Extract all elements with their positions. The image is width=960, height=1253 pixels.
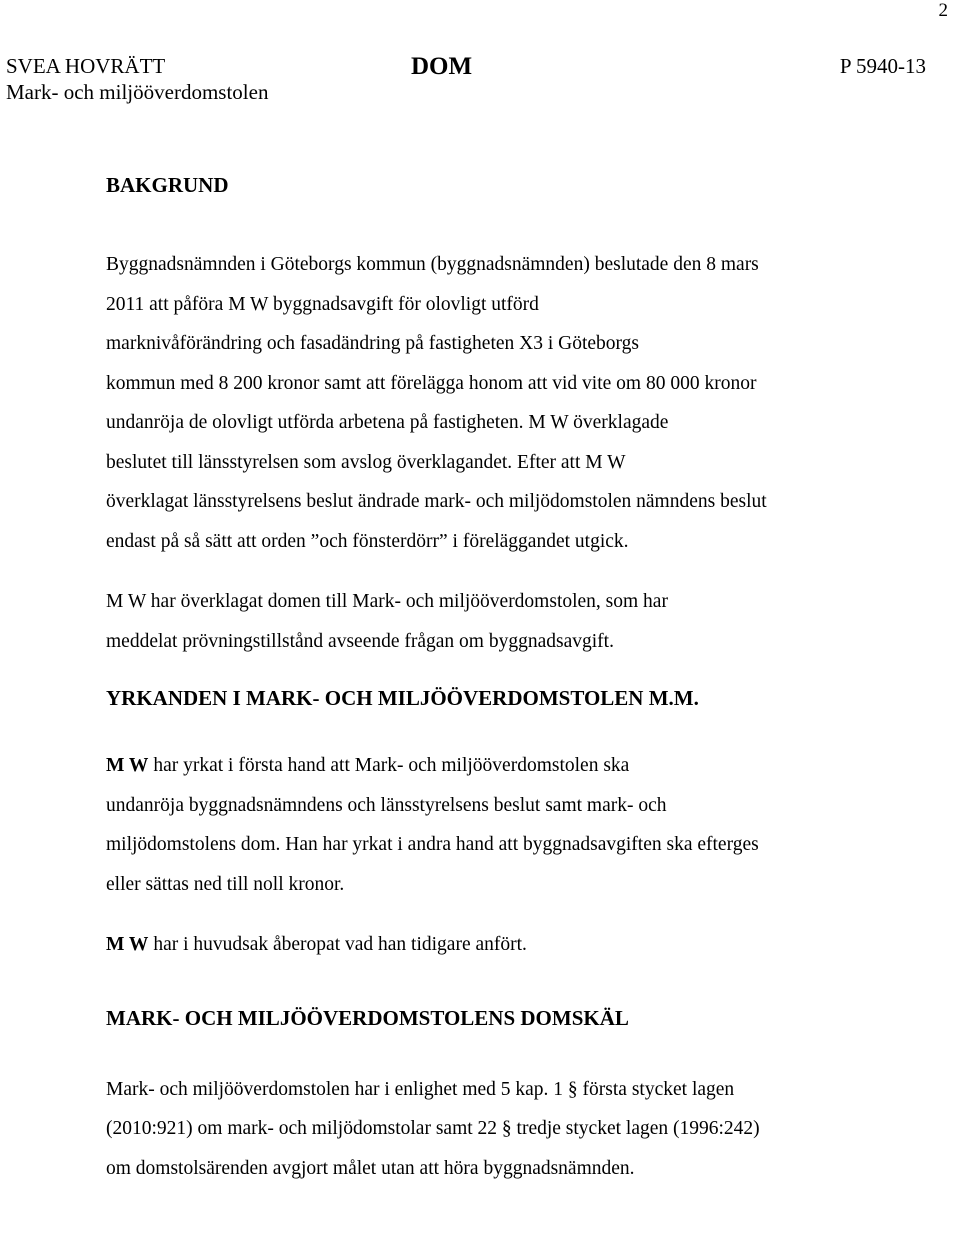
case-number: P 5940-13 [839,54,926,78]
text-line: undanröja byggnadsnämndens och länsstyrelsens beslut samt mark- och [106,794,667,816]
section-heading-domskal: MARK- OCH MILJÖÖVERDOMSTOLENS DOMSKÄL [106,1005,629,1030]
text-line: M W har överklagat domen till Mark- och miljööverdomstolen, som har [106,591,668,612]
text-line: har yrkat i första hand att Mark- och miljööverdomstolen ska [148,755,630,776]
text-line: om domstolsärenden avgjort målet utan att höra byggnadsnämnden. [106,1157,635,1179]
text-line: eller sättas ned till noll kronor. [106,873,345,895]
party-name: M W [106,934,149,955]
text-line: har i huvudsak åberopat vad han tidigare anfört. [148,934,527,955]
text-line: kommun med 8 200 kronor samt att förelägga honom att vid vite om 80 000 kronor [106,372,757,394]
bakgrund-paragraph-1 [106,245,896,561]
text-line: (2010:921) om mark- och miljödomstolar samt 22 § tredje stycket lagen (1996:242) [106,1118,760,1139]
text-line: endast på så sätt att orden ”och fönsterdörr” i föreläggandet utgick. [106,530,629,552]
document-header [6,54,926,110]
yrkanden-paragraph-2 [106,925,896,965]
domskal-paragraph-1 [106,1070,896,1189]
court-name: SVEA HOVRÄTT [6,54,166,78]
text-line: miljödomstolens dom. Han har yrkat i andra hand att byggnadsavgiften ska efterges [106,834,759,855]
party-name: M W [106,755,149,776]
text-line: undanröja de olovligt utförda arbetena på fastigheten. M W överklagade [106,412,669,433]
text-line: marknivåförändring och fasadändring på fastigheten X3 i Göteborgs [106,333,640,354]
text-line: beslutet till länsstyrelsen som avslog överklagandet. Efter att M W [106,451,626,473]
document-type: DOM [411,53,473,80]
text-line: 2011 att påföra M W byggnadsavgift för olovligt utförd [106,293,539,315]
yrkanden-paragraph-1 [106,746,896,904]
text-line: Byggnadsnämnden i Göteborgs kommun (byggnadsnämnden) beslutade den 8 mars [106,254,759,275]
text-line: meddelat prövningstillstånd avseende frågan om byggnadsavgift. [106,630,614,652]
text-line: överklagat länsstyrelsens beslut ändrade mark- och miljödomstolen nämndens beslut [106,491,767,512]
court-subname: Mark- och miljööverdomstolen [6,80,269,104]
document-body [106,170,896,1188]
page-number: 2 [938,0,948,21]
text-line: Mark- och miljööverdomstolen har i enlighet med 5 kap. 1 § första stycket lagen [106,1078,735,1100]
section-heading-yrkanden: YRKANDEN I MARK- OCH MILJÖÖVERDOMSTOLEN M.M. [106,686,699,710]
bakgrund-paragraph-2 [106,582,896,661]
section-heading-bakgrund: BAKGRUND [106,173,229,197]
